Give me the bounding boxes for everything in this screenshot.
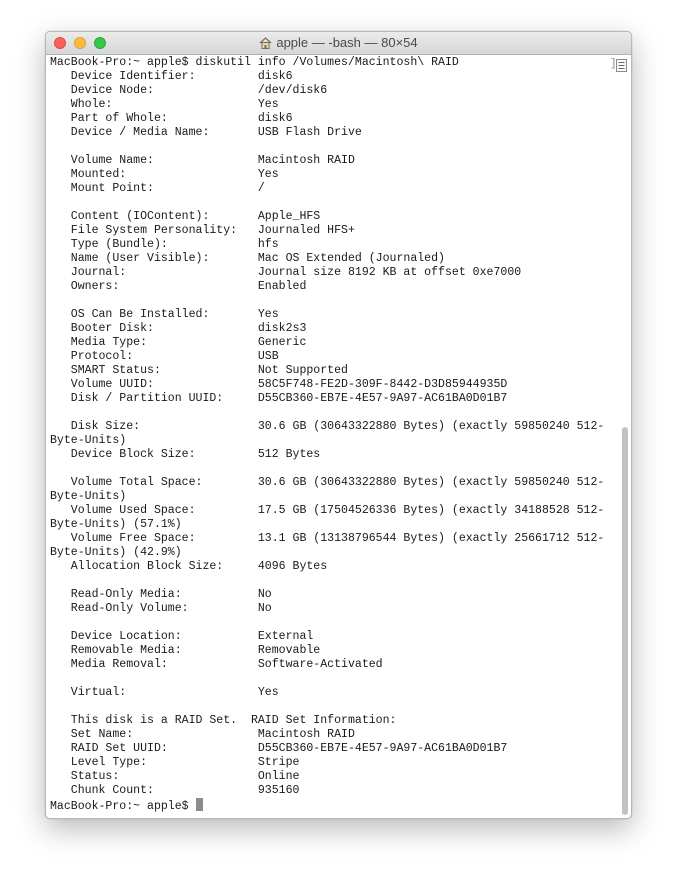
terminal-line: Volume Total Space: 30.6 GB (30643322880 Bytes) (exactly 59850240 512-: [50, 476, 605, 489]
terminal-line: Disk Size: 30.6 GB (30643322880 Bytes) (exactly 59850240 512-: [50, 420, 605, 433]
terminal-line: Device Node: /dev/disk6: [50, 84, 328, 97]
terminal-line: Volume Free Space: 13.1 GB (13138796544 Bytes) (exactly 25661712 512-: [50, 532, 605, 545]
terminal-line: [50, 616, 610, 630]
terminal-line: OS Can Be Installed: Yes: [50, 308, 279, 321]
terminal-line: Device Location: External: [50, 630, 314, 643]
title-bar: [46, 32, 631, 55]
terminal-line: Name (User Visible): Mac OS Extended (Journaled): [50, 252, 445, 265]
terminal-line: This disk is a RAID Set. RAID Set Information:: [50, 714, 397, 727]
terminal-output[interactable]: [50, 56, 610, 816]
terminal-line: Chunk Count: 935160: [50, 784, 300, 797]
terminal-line: RAID Set UUID: D55CB360-EB7E-4E57-9A97-AC61BA0D01B7: [50, 742, 508, 755]
terminal-line: Content (IOContent): Apple_HFS: [50, 210, 321, 223]
terminal-line: Read-Only Media: No: [50, 588, 272, 601]
terminal-line: Read-Only Volume: No: [50, 602, 272, 615]
mark-bracket-icon: ]: [610, 58, 617, 70]
terminal-line: Type (Bundle): hfs: [50, 238, 279, 251]
scroll-marks-icon[interactable]: [616, 59, 627, 72]
prompt-line: [50, 798, 610, 812]
terminal-line: Level Type: Stripe: [50, 756, 300, 769]
text-cursor: [196, 798, 203, 811]
terminal-line: Disk / Partition UUID: D55CB360-EB7E-4E57-9A97-AC61BA0D01B7: [50, 392, 508, 405]
window-title-text: apple — -bash — 80×54: [276, 35, 418, 50]
terminal-line: Removable Media: Removable: [50, 644, 321, 657]
terminal-line: [50, 140, 610, 154]
terminal-line: [50, 294, 610, 308]
terminal-line: Allocation Block Size: 4096 Bytes: [50, 560, 328, 573]
terminal-line: Device / Media Name: USB Flash Drive: [50, 126, 362, 139]
terminal-line: Booter Disk: disk2s3: [50, 322, 307, 335]
terminal-line: Journal: Journal size 8192 KB at offset 0xe7000: [50, 266, 522, 279]
terminal-line: Volume Used Space: 17.5 GB (17504526336 Bytes) (exactly 34188528 512-: [50, 504, 605, 517]
terminal-line: MacBook-Pro:~ apple$ diskutil info /Volumes/Macintosh\ RAID: [50, 56, 459, 69]
terminal-line: Virtual: Yes: [50, 686, 279, 699]
terminal-line: Device Identifier: disk6: [50, 70, 293, 83]
terminal-line: [50, 406, 610, 420]
terminal-line: [50, 672, 610, 686]
terminal-line: Byte-Units) (57.1%): [50, 518, 182, 531]
terminal-line: Volume Name: Macintosh RAID: [50, 154, 355, 167]
shell-prompt: MacBook-Pro:~ apple$: [50, 800, 196, 813]
terminal-line: Byte-Units): [50, 490, 127, 503]
terminal-line: Mounted: Yes: [50, 168, 279, 181]
terminal-line: Device Block Size: 512 Bytes: [50, 448, 321, 461]
terminal-line: File System Personality: Journaled HFS+: [50, 224, 355, 237]
terminal-line: Mount Point: /: [50, 182, 265, 195]
scrollbar-thumb[interactable]: [622, 427, 628, 815]
terminal-line: Owners: Enabled: [50, 280, 307, 293]
terminal-line: Status: Online: [50, 770, 300, 783]
terminal-line: Set Name: Macintosh RAID: [50, 728, 355, 741]
terminal-window: [45, 31, 632, 819]
terminal-line: SMART Status: Not Supported: [50, 364, 348, 377]
terminal-line: [50, 196, 610, 210]
terminal-line: Byte-Units) (42.9%): [50, 546, 182, 559]
terminal-line: Protocol: USB: [50, 350, 279, 363]
window-title: [46, 35, 631, 53]
terminal-line: [50, 462, 610, 476]
terminal-line: [50, 574, 610, 588]
terminal-line: Media Type: Generic: [50, 336, 307, 349]
home-icon: [259, 37, 272, 53]
terminal-line: Volume UUID: 58C5F748-FE2D-309F-8442-D3D85944935D: [50, 378, 508, 391]
terminal-line: Byte-Units): [50, 434, 127, 447]
terminal-line: Part of Whole: disk6: [50, 112, 293, 125]
terminal-line: Whole: Yes: [50, 98, 279, 111]
terminal-line: [50, 700, 610, 714]
terminal-line: Media Removal: Software-Activated: [50, 658, 383, 671]
